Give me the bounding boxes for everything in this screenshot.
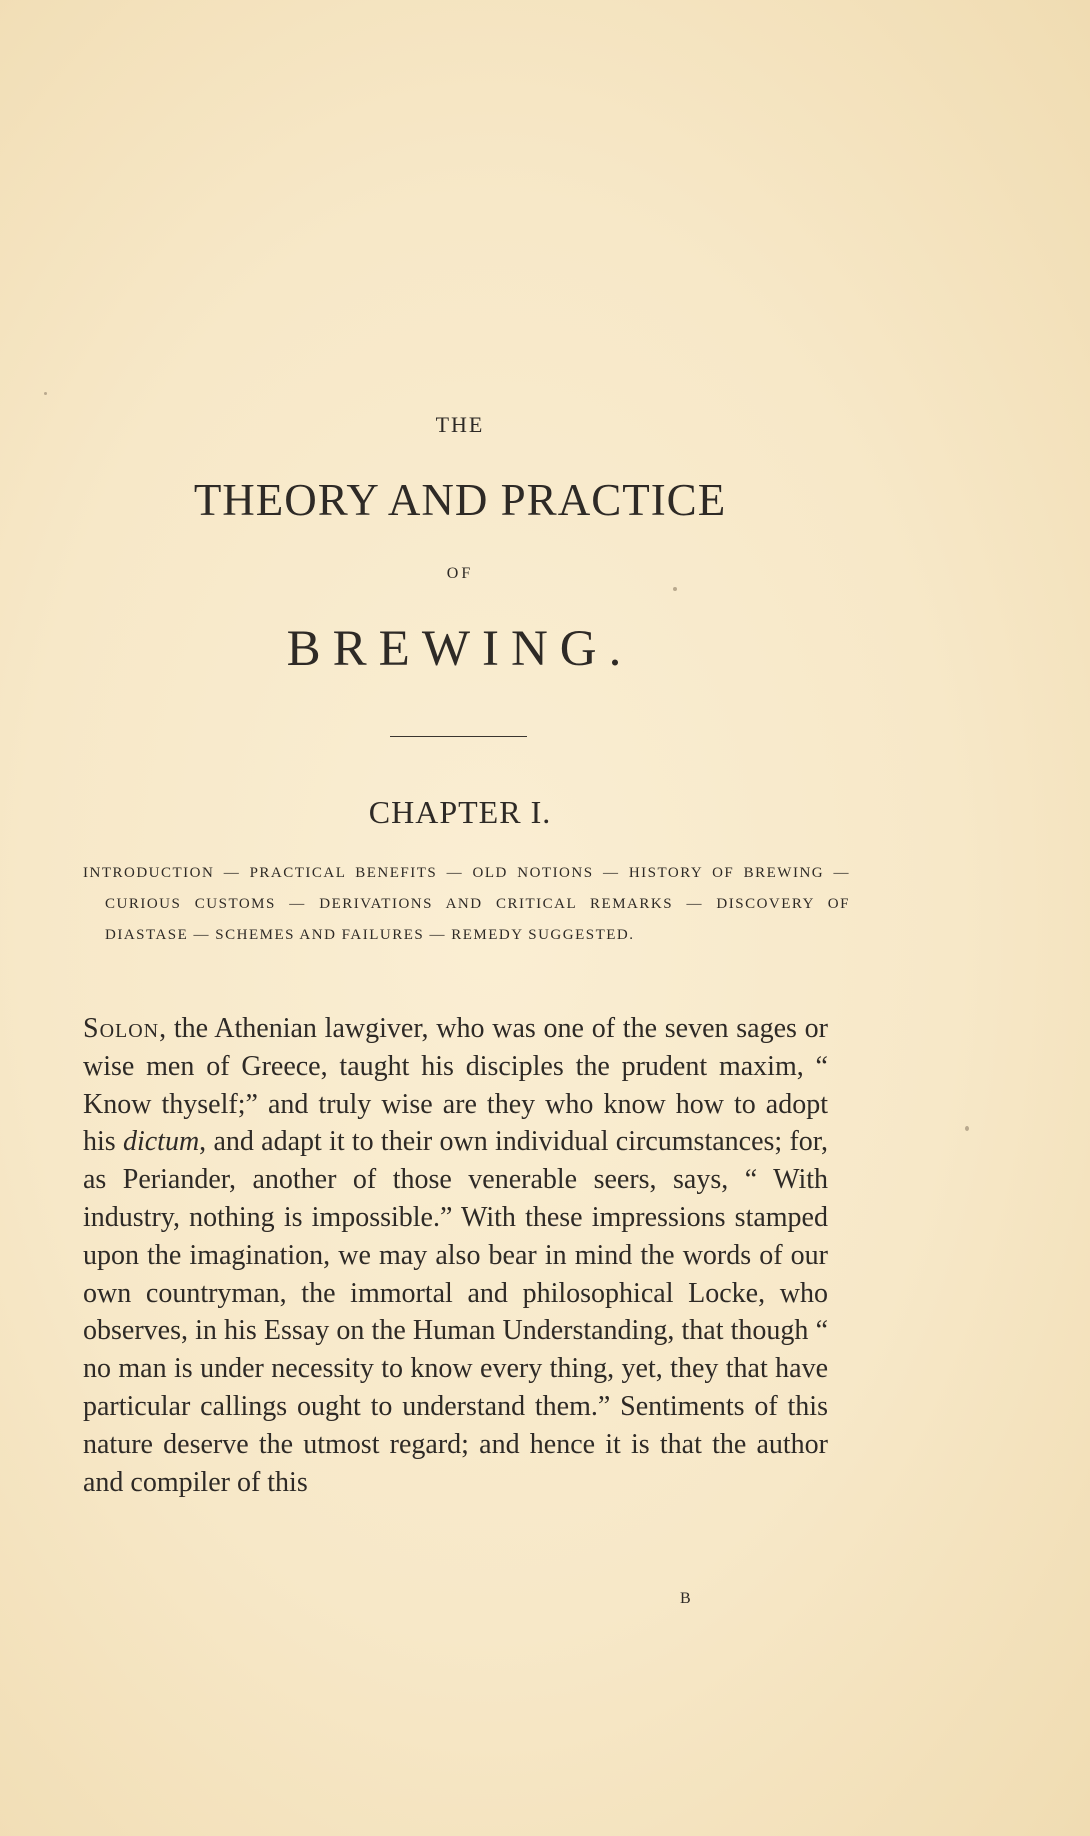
book-subject: BREWING. (286, 621, 634, 677)
italic-dictum: dictum (122, 1126, 200, 1158)
title-connector: OF (446, 565, 474, 582)
body-text-part1: , the Athenian lawgiver, who was one of the seven sages or wise men of Greece, taught his disciples the prudent maxim, “ Know thyself;” and truly wise are they who know how to adopt his (83, 1013, 828, 1158)
title-divider (390, 736, 527, 737)
signature-mark: B (680, 1590, 692, 1607)
book-title: THEORY AND PRACTICE (193, 475, 727, 525)
chapter-heading: CHAPTER I. (368, 794, 552, 830)
lead-word: Solon (83, 1013, 160, 1044)
title-pretitle: THE (435, 412, 485, 437)
paper-speck (44, 392, 47, 395)
paper-speck (673, 587, 677, 591)
body-text-part2: , and adapt it to their own individual circumstances; for, as Periander, another of those venerable seers, says, “ With industry, nothing is impossible.” With these impressions stamped upon the imagination, we may also bear in mind the words of our own countryman, the immortal and philosophical Locke, who observes, in his Essay on the Human Understanding, that though “ no man is under necessity to know every thing, yet, they that have particular callings ought to understand them.” Sentiments of this nature deserve the utmost regard; and hence it is that the author and compiler of this (83, 1126, 828, 1498)
chapter-synopsis: INTRODUCTION — PRACTICAL BENEFITS — OLD NOTIONS — HISTORY OF BREWING — CURIOUS CUSTOMS — DERIVATIONS AND CRITICAL REMARKS — DISCOVERY OF DIASTASE — SCHEMES AND FAILURES — REMEDY SUGGESTED. (83, 865, 850, 943)
paper-speck (965, 1126, 969, 1131)
body-paragraph (83, 1010, 828, 1501)
